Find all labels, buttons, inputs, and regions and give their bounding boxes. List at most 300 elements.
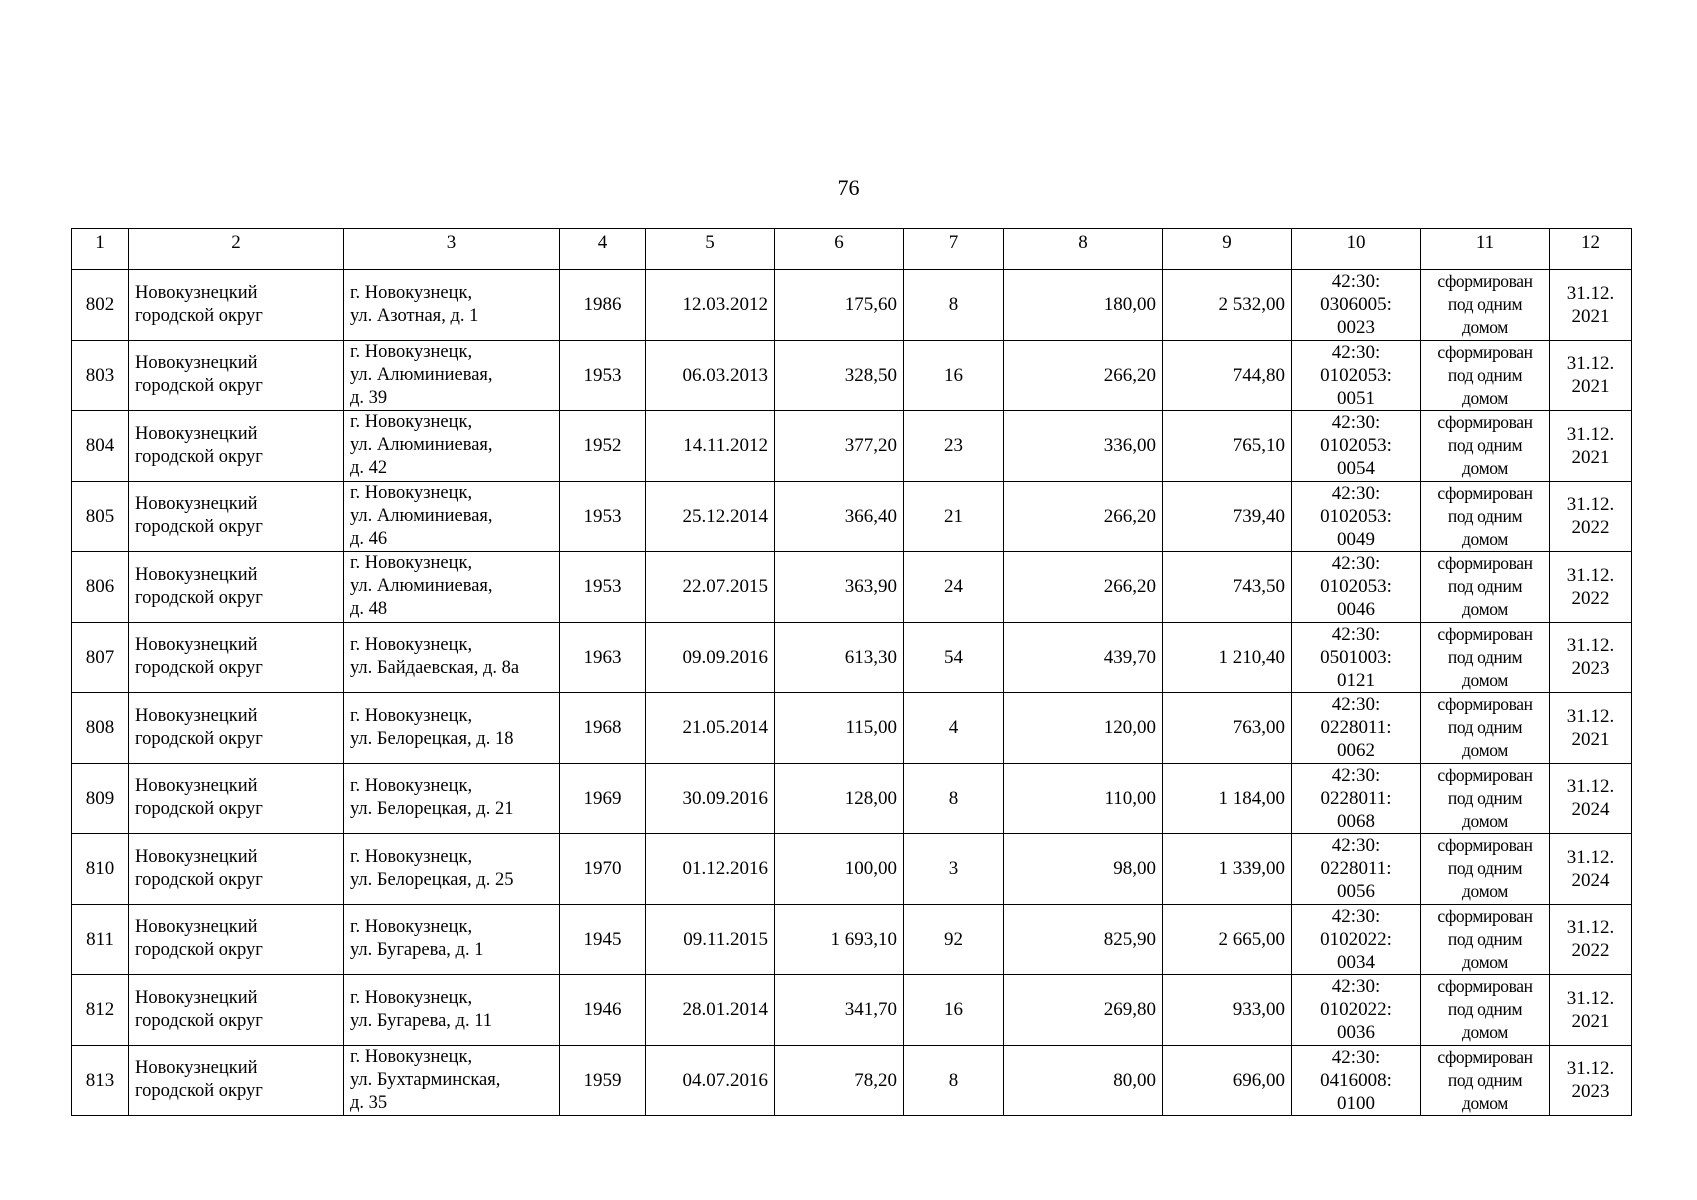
cadastral-number-cell-line: 0100: [1337, 1092, 1375, 1114]
municipality-cell-line: Новокузнецкий: [135, 423, 258, 444]
living-area-cell: 80,00: [1004, 1045, 1163, 1116]
cadastral-number-cell: [1292, 1045, 1421, 1116]
date-cell: 01.12.2016: [646, 834, 775, 905]
table-row: [72, 481, 1632, 552]
total-area-cell: 366,40: [775, 481, 904, 552]
year-cell: 1953: [560, 481, 646, 552]
total-area-cell: 128,00: [775, 763, 904, 834]
date-cell: 22.07.2015: [646, 552, 775, 623]
row-number-cell: 809: [72, 763, 129, 834]
land-status-cell-line: сформирован: [1437, 553, 1533, 574]
cadastral-number-cell-line: 0068: [1337, 810, 1375, 832]
living-area-cell: 336,00: [1004, 411, 1163, 482]
land-area-cell: 933,00: [1163, 975, 1292, 1046]
cadastral-number-cell-line: 0102022:: [1320, 999, 1392, 1021]
cadastral-number-cell-line: 42:30:: [1331, 623, 1381, 645]
cadastral-number-cell-line: 0102053:: [1320, 364, 1392, 386]
address-cell-line: г. Новокузнецк,: [350, 1046, 473, 1067]
land-status-cell-line: сформирован: [1437, 623, 1533, 644]
address-cell-line: ул. Азотная, д. 1: [350, 305, 479, 326]
year-cell: 1969: [560, 763, 646, 834]
deadline-cell: [1550, 693, 1632, 764]
address-cell-line: д. 39: [350, 387, 388, 408]
address-cell-line: г. Новокузнецк,: [350, 846, 473, 867]
address-cell-line: ул. Бугарева, д. 1: [350, 940, 484, 961]
land-status-cell: [1421, 411, 1550, 482]
date-cell: 25.12.2014: [646, 481, 775, 552]
address-cell: [344, 693, 560, 764]
land-status-cell: [1421, 834, 1550, 905]
residents-cell: 3: [904, 834, 1004, 905]
address-cell-line: г. Новокузнецк,: [350, 341, 473, 362]
row-number-cell: 804: [72, 411, 129, 482]
land-status-cell-line: сформирован: [1437, 341, 1533, 362]
address-cell-line: г. Новокузнецк,: [350, 917, 473, 938]
date-cell: 28.01.2014: [646, 975, 775, 1046]
deadline-cell-line: 31.12.: [1566, 1058, 1615, 1080]
residents-cell: 54: [904, 622, 1004, 693]
municipality-cell: [129, 904, 344, 975]
land-status-cell-line: под одним: [1447, 364, 1523, 385]
cadastral-number-cell-line: 42:30:: [1331, 482, 1381, 504]
column-header: 12: [1550, 229, 1632, 270]
cadastral-number-cell-line: 0501003:: [1320, 646, 1392, 668]
column-header: 11: [1421, 229, 1550, 270]
deadline-cell: [1550, 975, 1632, 1046]
cadastral-number-cell-line: 0102053:: [1320, 576, 1392, 598]
deadline-cell: [1550, 1045, 1632, 1116]
total-area-cell: 363,90: [775, 552, 904, 623]
column-header: 7: [904, 229, 1004, 270]
address-cell-line: г. Новокузнецк,: [350, 553, 473, 574]
deadline-cell-line: 2024: [1571, 869, 1610, 891]
table-row: [72, 1045, 1632, 1116]
address-cell-line: ул. Белорецкая, д. 25: [350, 869, 514, 890]
date-cell: 09.11.2015: [646, 904, 775, 975]
land-status-cell-line: сформирован: [1437, 271, 1533, 292]
living-area-cell: 266,20: [1004, 552, 1163, 623]
deadline-cell-line: 2023: [1571, 658, 1610, 680]
deadline-cell-line: 31.12.: [1566, 917, 1615, 939]
municipality-cell-line: Новокузнецкий: [135, 635, 258, 656]
cadastral-number-cell-line: 0046: [1337, 599, 1375, 621]
land-status-cell-line: под одним: [1447, 787, 1523, 808]
municipality-cell-line: Новокузнецкий: [135, 987, 258, 1008]
land-status-cell-line: домом: [1462, 599, 1508, 620]
municipality-cell: [129, 622, 344, 693]
municipality-cell-line: городской округ: [135, 799, 263, 820]
residents-cell: 16: [904, 975, 1004, 1046]
address-cell-line: г. Новокузнецк,: [350, 412, 473, 433]
deadline-cell-line: 31.12.: [1566, 846, 1615, 868]
land-status-cell-line: под одним: [1447, 858, 1523, 879]
municipality-cell-line: городской округ: [135, 940, 263, 961]
deadline-cell: [1550, 834, 1632, 905]
date-cell: 14.11.2012: [646, 411, 775, 482]
deadline-cell-line: 31.12.: [1566, 635, 1615, 657]
land-area-cell: 739,40: [1163, 481, 1292, 552]
table-row: [72, 552, 1632, 623]
land-area-cell: 763,00: [1163, 693, 1292, 764]
land-status-cell: [1421, 270, 1550, 341]
address-cell-line: г. Новокузнецк,: [350, 705, 473, 726]
municipality-cell: [129, 411, 344, 482]
address-cell-line: г. Новокузнецк,: [350, 282, 473, 303]
municipality-cell-line: городской округ: [135, 376, 263, 397]
year-cell: 1970: [560, 834, 646, 905]
column-header: 4: [560, 229, 646, 270]
total-area-cell: 78,20: [775, 1045, 904, 1116]
deadline-cell-line: 2022: [1571, 587, 1610, 609]
total-area-cell: 175,60: [775, 270, 904, 341]
cadastral-number-cell-line: 42:30:: [1331, 905, 1381, 927]
cadastral-number-cell: [1292, 340, 1421, 411]
deadline-cell: [1550, 270, 1632, 341]
municipality-cell: [129, 270, 344, 341]
land-status-cell-line: сформирован: [1437, 764, 1533, 785]
year-cell: 1952: [560, 411, 646, 482]
row-number-cell: 808: [72, 693, 129, 764]
cadastral-number-cell-line: 42:30:: [1331, 835, 1381, 857]
land-status-cell-line: домом: [1462, 669, 1508, 690]
cadastral-number-cell: [1292, 834, 1421, 905]
land-status-cell: [1421, 481, 1550, 552]
cadastral-number-cell-line: 0056: [1337, 881, 1375, 903]
municipality-cell-line: Новокузнецкий: [135, 282, 258, 303]
address-cell-line: г. Новокузнецк,: [350, 635, 473, 656]
address-cell-line: ул. Байдаевская, д. 8а: [350, 658, 520, 679]
land-area-cell: 2 532,00: [1163, 270, 1292, 341]
land-area-cell: 1 184,00: [1163, 763, 1292, 834]
land-status-cell: [1421, 1045, 1550, 1116]
address-cell-line: д. 46: [350, 528, 388, 549]
land-status-cell-line: домом: [1462, 740, 1508, 761]
address-cell: [344, 552, 560, 623]
cadastral-number-cell-line: 0036: [1337, 1022, 1375, 1044]
cadastral-number-cell-line: 0228011:: [1320, 717, 1392, 739]
row-number-cell: 802: [72, 270, 129, 341]
residents-cell: 16: [904, 340, 1004, 411]
municipality-cell-line: Новокузнецкий: [135, 917, 258, 938]
row-number-cell: 812: [72, 975, 129, 1046]
cadastral-number-cell-line: 0228011:: [1320, 787, 1392, 809]
address-cell-line: д. 42: [350, 458, 388, 479]
living-area-cell: 439,70: [1004, 622, 1163, 693]
deadline-cell: [1550, 340, 1632, 411]
cadastral-number-cell-line: 0034: [1337, 951, 1375, 973]
cadastral-number-cell-line: 0102053:: [1320, 505, 1392, 527]
municipality-cell-line: Новокузнецкий: [135, 776, 258, 797]
year-cell: 1986: [560, 270, 646, 341]
address-cell-line: ул. Алюминиевая,: [350, 576, 493, 597]
table-row: [72, 975, 1632, 1046]
living-area-cell: 180,00: [1004, 270, 1163, 341]
column-header: 8: [1004, 229, 1163, 270]
deadline-cell: [1550, 763, 1632, 834]
total-area-cell: 613,30: [775, 622, 904, 693]
municipality-cell-line: городской округ: [135, 728, 263, 749]
cadastral-number-cell-line: 0062: [1337, 740, 1375, 762]
cadastral-number-cell-line: 0102053:: [1320, 435, 1392, 457]
cadastral-number-cell-line: 0102022:: [1320, 928, 1392, 950]
address-cell-line: ул. Бугарева, д. 11: [350, 1010, 493, 1031]
address-cell-line: д. 35: [350, 1092, 388, 1113]
land-status-cell-line: домом: [1462, 1092, 1508, 1113]
table-row: [72, 270, 1632, 341]
land-status-cell: [1421, 975, 1550, 1046]
cadastral-number-cell-line: 42:30:: [1331, 694, 1381, 716]
land-area-cell: 744,80: [1163, 340, 1292, 411]
deadline-cell-line: 2021: [1571, 728, 1610, 750]
address-cell-line: ул. Бухтарминская,: [350, 1069, 501, 1090]
living-area-cell: 825,90: [1004, 904, 1163, 975]
cadastral-number-cell: [1292, 693, 1421, 764]
address-cell: [344, 340, 560, 411]
year-cell: 1959: [560, 1045, 646, 1116]
deadline-cell: [1550, 622, 1632, 693]
cadastral-number-cell-line: 42:30:: [1331, 553, 1381, 575]
cadastral-number-cell-line: 42:30:: [1331, 764, 1381, 786]
land-area-cell: 765,10: [1163, 411, 1292, 482]
deadline-cell: [1550, 481, 1632, 552]
date-cell: 06.03.2013: [646, 340, 775, 411]
address-cell-line: ул. Алюминиевая,: [350, 505, 493, 526]
column-header: 10: [1292, 229, 1421, 270]
table-row: [72, 411, 1632, 482]
deadline-cell-line: 2023: [1571, 1081, 1610, 1103]
year-cell: 1963: [560, 622, 646, 693]
address-cell-line: ул. Алюминиевая,: [350, 435, 493, 456]
row-number-cell: 810: [72, 834, 129, 905]
municipality-cell-line: городской округ: [135, 658, 263, 679]
municipality-cell: [129, 340, 344, 411]
cadastral-number-cell: [1292, 904, 1421, 975]
residents-cell: 4: [904, 693, 1004, 764]
land-area-cell: 743,50: [1163, 552, 1292, 623]
table-body: [72, 229, 1632, 1116]
address-cell: [344, 411, 560, 482]
cadastral-number-cell: [1292, 975, 1421, 1046]
address-cell-line: г. Новокузнецк,: [350, 776, 473, 797]
cadastral-number-cell: [1292, 552, 1421, 623]
municipality-cell-line: городской округ: [135, 1010, 263, 1031]
land-status-cell-line: домом: [1462, 528, 1508, 549]
deadline-cell-line: 31.12.: [1566, 423, 1615, 445]
municipality-cell-line: Новокузнецкий: [135, 353, 258, 374]
deadline-cell-line: 31.12.: [1566, 776, 1615, 798]
deadline-cell: [1550, 552, 1632, 623]
land-area-cell: 1 339,00: [1163, 834, 1292, 905]
land-status-cell-line: сформирован: [1437, 482, 1533, 503]
housing-registry-table: [71, 228, 1632, 1116]
living-area-cell: 120,00: [1004, 693, 1163, 764]
date-cell: 09.09.2016: [646, 622, 775, 693]
residents-cell: 8: [904, 763, 1004, 834]
address-cell: [344, 975, 560, 1046]
municipality-cell-line: Новокузнецкий: [135, 705, 258, 726]
total-area-cell: 115,00: [775, 693, 904, 764]
address-cell: [344, 481, 560, 552]
municipality-cell: [129, 481, 344, 552]
table-row: [72, 340, 1632, 411]
deadline-cell: [1550, 411, 1632, 482]
address-cell: [344, 904, 560, 975]
land-status-cell-line: под одним: [1447, 505, 1523, 526]
address-cell-line: г. Новокузнецк,: [350, 482, 473, 503]
column-header: 2: [129, 229, 344, 270]
table-row: [72, 693, 1632, 764]
land-status-cell: [1421, 622, 1550, 693]
land-status-cell-line: домом: [1462, 951, 1508, 972]
municipality-cell: [129, 975, 344, 1046]
year-cell: 1946: [560, 975, 646, 1046]
address-cell: [344, 1045, 560, 1116]
date-cell: 12.03.2012: [646, 270, 775, 341]
date-cell: 30.09.2016: [646, 763, 775, 834]
cadastral-number-cell-line: 42:30:: [1331, 1046, 1381, 1068]
living-area-cell: 110,00: [1004, 763, 1163, 834]
municipality-cell-line: городской округ: [135, 869, 263, 890]
land-status-cell-line: под одним: [1447, 294, 1523, 315]
land-status-cell-line: сформирован: [1437, 1046, 1533, 1067]
column-header: 5: [646, 229, 775, 270]
deadline-cell-line: 31.12.: [1566, 564, 1615, 586]
row-number-cell: 807: [72, 622, 129, 693]
municipality-cell-line: городской округ: [135, 587, 263, 608]
address-cell-line: ул. Белорецкая, д. 21: [350, 799, 514, 820]
municipality-cell: [129, 552, 344, 623]
table-row: [72, 904, 1632, 975]
municipality-cell-line: Новокузнецкий: [135, 846, 258, 867]
deadline-cell-line: 31.12.: [1566, 353, 1615, 375]
cadastral-number-cell-line: 42:30:: [1331, 341, 1381, 363]
year-cell: 1968: [560, 693, 646, 764]
deadline-cell: [1550, 904, 1632, 975]
deadline-cell-line: 2024: [1571, 799, 1610, 821]
living-area-cell: 266,20: [1004, 340, 1163, 411]
deadline-cell-line: 31.12.: [1566, 987, 1615, 1009]
address-cell-line: г. Новокузнецк,: [350, 987, 473, 1008]
living-area-cell: 98,00: [1004, 834, 1163, 905]
total-area-cell: 1 693,10: [775, 904, 904, 975]
cadastral-number-cell-line: 0049: [1337, 528, 1375, 550]
land-status-cell-line: под одним: [1447, 717, 1523, 738]
row-number-cell: 805: [72, 481, 129, 552]
row-number-cell: 811: [72, 904, 129, 975]
residents-cell: 8: [904, 1045, 1004, 1116]
total-area-cell: 328,50: [775, 340, 904, 411]
address-cell: [344, 834, 560, 905]
land-status-cell-line: домом: [1462, 1022, 1508, 1043]
total-area-cell: 377,20: [775, 411, 904, 482]
total-area-cell: 341,70: [775, 975, 904, 1046]
column-number-row: [72, 229, 1632, 270]
cadastral-number-cell: [1292, 481, 1421, 552]
land-status-cell-line: сформирован: [1437, 694, 1533, 715]
municipality-cell: [129, 1045, 344, 1116]
table-row: [72, 622, 1632, 693]
land-status-cell-line: домом: [1462, 810, 1508, 831]
cadastral-number-cell-line: 0228011:: [1320, 858, 1392, 880]
municipality-cell: [129, 693, 344, 764]
row-number-cell: 803: [72, 340, 129, 411]
cadastral-number-cell-line: 42:30:: [1331, 412, 1381, 434]
municipality-cell-line: Новокузнецкий: [135, 564, 258, 585]
year-cell: 1945: [560, 904, 646, 975]
land-status-cell-line: сформирован: [1437, 976, 1533, 997]
deadline-cell-line: 31.12.: [1566, 282, 1615, 304]
address-cell: [344, 270, 560, 341]
cadastral-number-cell-line: 0054: [1337, 458, 1375, 480]
deadline-cell-line: 2021: [1571, 305, 1610, 327]
land-area-cell: 2 665,00: [1163, 904, 1292, 975]
deadline-cell-line: 2021: [1571, 376, 1610, 398]
living-area-cell: 266,20: [1004, 481, 1163, 552]
municipality-cell-line: городской округ: [135, 517, 263, 538]
total-area-cell: 100,00: [775, 834, 904, 905]
row-number-cell: 813: [72, 1045, 129, 1116]
table-row: [72, 834, 1632, 905]
cadastral-number-cell: [1292, 411, 1421, 482]
land-status-cell-line: сформирован: [1437, 412, 1533, 433]
cadastral-number-cell: [1292, 763, 1421, 834]
cadastral-number-cell-line: 0121: [1337, 669, 1375, 691]
column-header: 9: [1163, 229, 1292, 270]
land-status-cell-line: домом: [1462, 458, 1508, 479]
year-cell: 1953: [560, 340, 646, 411]
land-status-cell: [1421, 340, 1550, 411]
deadline-cell-line: 2022: [1571, 940, 1610, 962]
address-cell-line: д. 48: [350, 599, 388, 620]
land-area-cell: 696,00: [1163, 1045, 1292, 1116]
column-header: 3: [344, 229, 560, 270]
land-status-cell-line: под одним: [1447, 646, 1523, 667]
deadline-cell-line: 31.12.: [1566, 494, 1615, 516]
address-cell-line: ул. Белорецкая, д. 18: [350, 728, 514, 749]
residents-cell: 23: [904, 411, 1004, 482]
land-status-cell-line: под одним: [1447, 1069, 1523, 1090]
address-cell: [344, 622, 560, 693]
deadline-cell-line: 31.12.: [1566, 705, 1615, 727]
page-number: 76: [837, 175, 860, 200]
land-status-cell-line: домом: [1462, 317, 1508, 338]
land-status-cell-line: домом: [1462, 881, 1508, 902]
cadastral-number-cell-line: 0051: [1337, 387, 1375, 409]
municipality-cell-line: городской округ: [135, 305, 263, 326]
municipality-cell-line: городской округ: [135, 1081, 263, 1102]
date-cell: 04.07.2016: [646, 1045, 775, 1116]
residents-cell: 8: [904, 270, 1004, 341]
municipality-cell: [129, 763, 344, 834]
cadastral-number-cell: [1292, 622, 1421, 693]
cadastral-number-cell: [1292, 270, 1421, 341]
land-status-cell-line: под одним: [1447, 435, 1523, 456]
municipality-cell-line: городской округ: [135, 446, 263, 467]
land-status-cell-line: под одним: [1447, 928, 1523, 949]
date-cell: 21.05.2014: [646, 693, 775, 764]
address-cell-line: ул. Алюминиевая,: [350, 364, 493, 385]
year-cell: 1953: [560, 552, 646, 623]
cadastral-number-cell-line: 0306005:: [1320, 294, 1392, 316]
land-status-cell-line: под одним: [1447, 999, 1523, 1020]
land-status-cell: [1421, 693, 1550, 764]
residents-cell: 24: [904, 552, 1004, 623]
residents-cell: 21: [904, 481, 1004, 552]
living-area-cell: 269,80: [1004, 975, 1163, 1046]
land-status-cell: [1421, 763, 1550, 834]
municipality-cell-line: Новокузнецкий: [135, 494, 258, 515]
municipality-cell-line: Новокузнецкий: [135, 1058, 258, 1079]
